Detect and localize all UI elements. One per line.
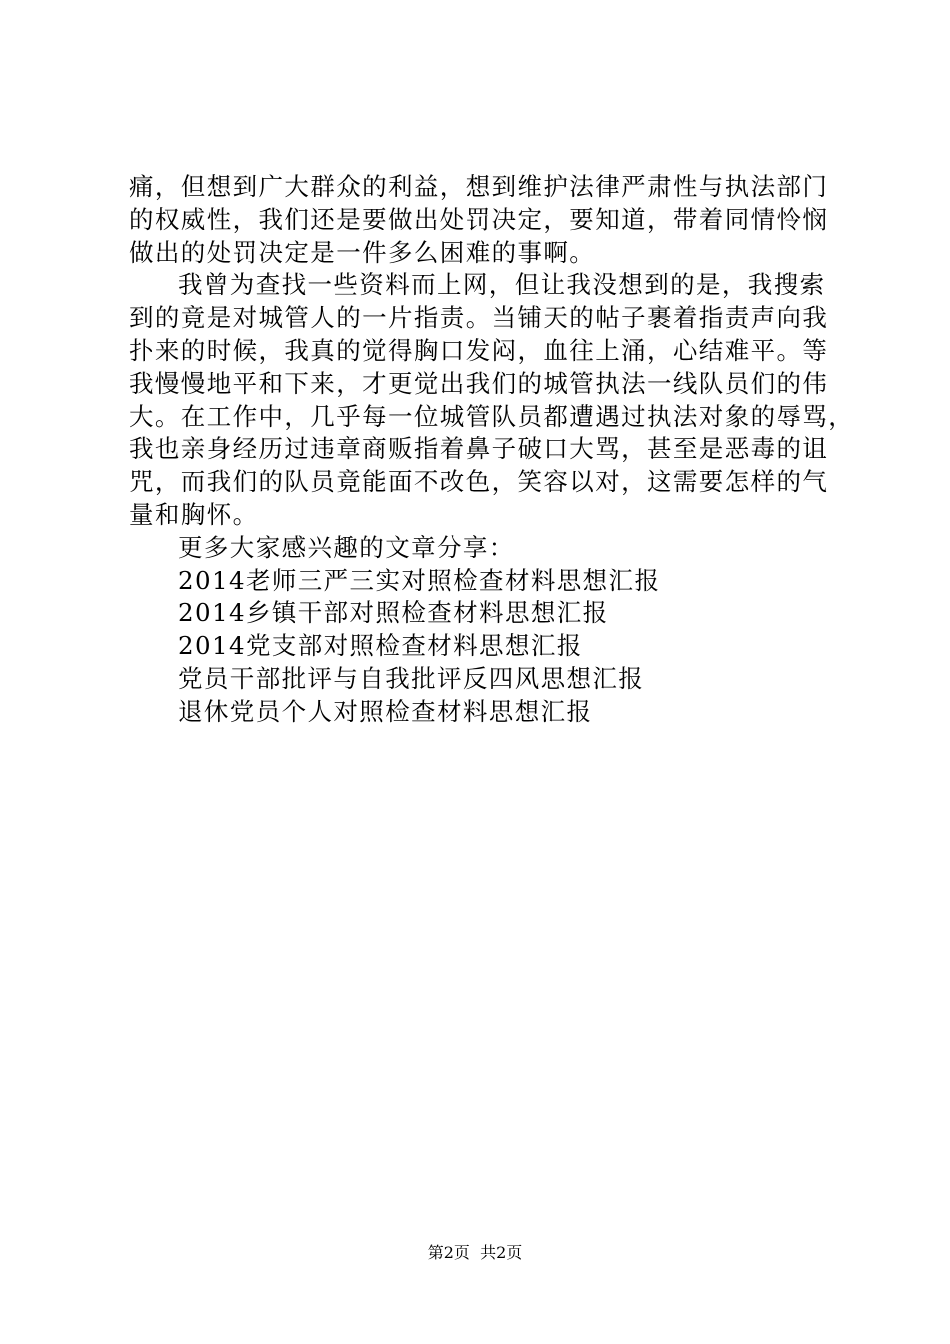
text-line: 大。在工作中，几乎每一位城管队员都遭遇过执法对象的辱骂， [129, 401, 855, 431]
paragraph-start-line: 我曾为查找一些资料而上网，但让我没想到的是，我搜索 [178, 270, 826, 300]
more-articles-heading: 更多大家感兴趣的文章分享： [178, 532, 515, 562]
related-article-link[interactable]: 2014老师三严三实对照检查材料思想汇报 [178, 565, 661, 595]
related-article-link[interactable]: 2014党支部对照检查材料思想汇报 [178, 631, 583, 661]
text-line: 的权威性，我们还是要做出处罚决定，要知道，带着同情怜悯 [129, 204, 829, 234]
page-footer [0, 1243, 950, 1263]
text-line: 我也亲身经历过违章商贩指着鼻子破口大骂，甚至是恶毒的诅 [129, 434, 829, 464]
text-line: 我慢慢地平和下来，才更觉出我们的城管执法一线队员们的伟 [129, 368, 829, 398]
related-article-link[interactable]: 2014乡镇干部对照检查材料思想汇报 [178, 598, 609, 628]
text-line: 到的竟是对城管人的一片指责。当铺天的帖子裹着指责声向我 [129, 303, 829, 333]
text-line: 做出的处罚决定是一件多么困难的事啊。 [129, 237, 596, 267]
related-article-link[interactable]: 党员干部批评与自我批评反四风思想汇报 [178, 663, 645, 693]
page-number-label: 第2页 共2页 [427, 1243, 523, 1262]
related-article-link[interactable]: 退休党员个人对照检查材料思想汇报 [178, 696, 593, 726]
text-line: 痛，但想到广大群众的利益，想到维护法律严肃性与执法部门 [129, 172, 829, 201]
document-body [129, 171, 855, 729]
text-line: 量和胸怀。 [129, 499, 259, 529]
text-line: 咒，而我们的队员竟能面不改色，笑容以对，这需要怎样的气 [129, 467, 829, 497]
text-line: 扑来的时候，我真的觉得胸口发闷，血往上涌，心结难平。等 [129, 335, 829, 365]
